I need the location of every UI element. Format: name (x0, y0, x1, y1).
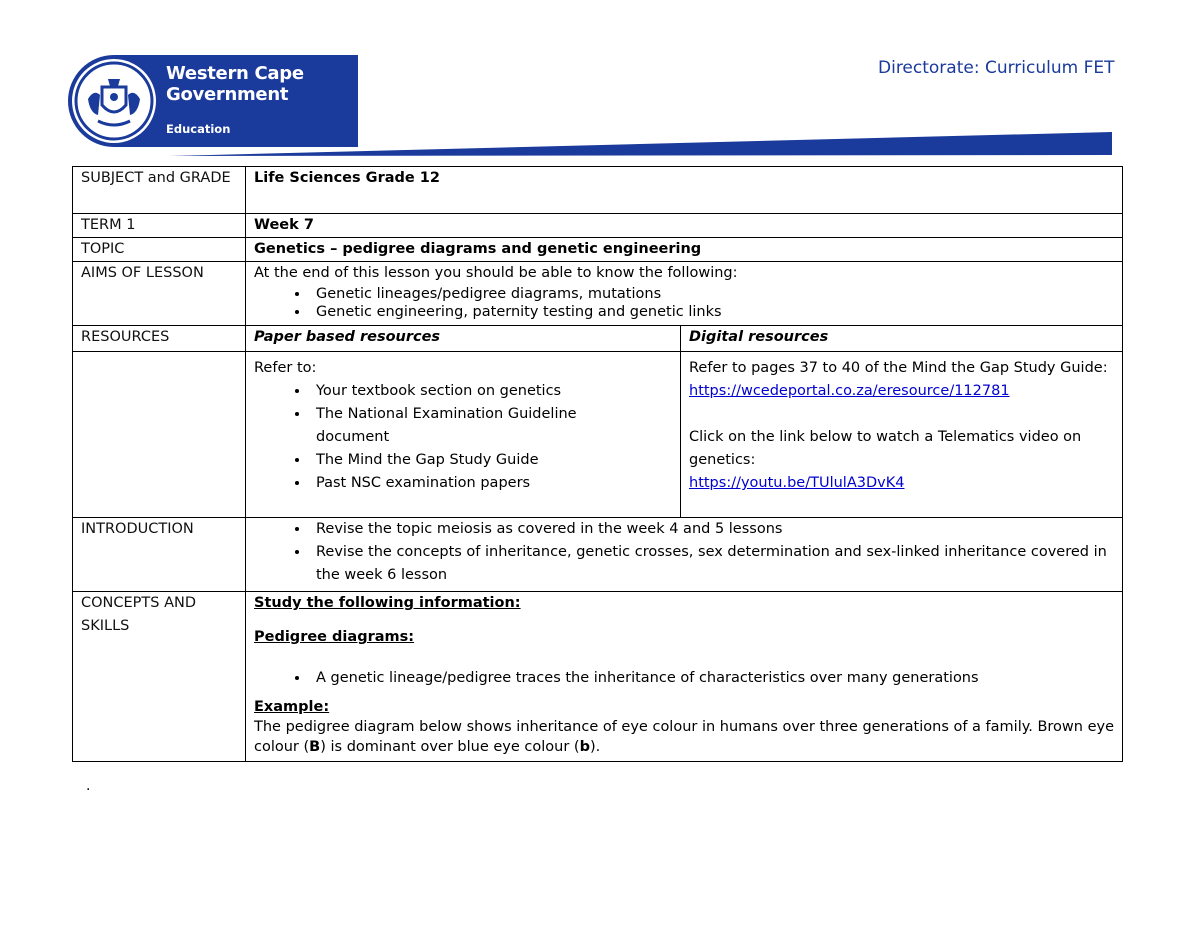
paper-resources-heading: Paper based resources (246, 326, 681, 352)
allele-recessive: b (579, 739, 590, 755)
list-item: • Revise the concepts of inheritance, genetic crosses, sex determination and sex-linked inheritance covered in the week 6 lesson (310, 541, 1114, 587)
lesson-table (72, 166, 1123, 762)
subject-value: Life Sciences Grade 12 (246, 167, 1123, 214)
coat-of-arms-icon (72, 59, 156, 143)
concepts-cell (246, 592, 1123, 762)
paper-resources-cell (246, 352, 681, 518)
topic-value: Genetics – pedigree diagrams and genetic engineering (246, 238, 1123, 262)
introduction-label: INTRODUCTION (73, 518, 246, 592)
row-subject (73, 167, 1123, 214)
aims-cell (246, 262, 1123, 326)
paper-intro: Refer to: (254, 360, 317, 376)
page-header (0, 0, 1200, 160)
digital-resources-heading: Digital resources (681, 326, 1123, 352)
topic-label: TOPIC (73, 238, 246, 262)
stray-mark: . (86, 778, 91, 794)
resources-empty-cell (73, 352, 246, 518)
directorate-label: Directorate: Curriculum FET (878, 58, 1115, 78)
logo-text-education: Education (166, 122, 231, 136)
row-introduction (73, 518, 1123, 592)
concepts-label: CONCEPTS AND SKILLS (73, 592, 246, 762)
example-text (254, 717, 1114, 757)
aims-list (254, 285, 1114, 321)
row-concepts (73, 592, 1123, 762)
list-item: • Revise the topic meiosis as covered in the week 4 and 5 lessons (310, 518, 1114, 541)
row-topic (73, 238, 1123, 262)
introduction-cell (246, 518, 1123, 592)
digital-resources-cell (681, 352, 1123, 518)
pedigree-heading: Pedigree diagrams: (254, 629, 415, 645)
list-item: • The Mind the Gap Study Guide (310, 449, 632, 472)
logo-text-western-cape: Western Cape (166, 63, 304, 84)
term-label: TERM 1 (73, 214, 246, 238)
list-item: • Genetic lineages/pedigree diagrams, mutations (310, 285, 1114, 303)
wcg-logo (68, 55, 358, 147)
list-item: • The National Examination Guideline document (310, 403, 632, 449)
introduction-list (254, 518, 1114, 587)
youtube-link[interactable]: https://youtu.be/TUlulA3DvK4 (689, 475, 905, 491)
wcedeportal-link[interactable]: https://wcedeportal.co.za/eresource/112781 (689, 383, 1010, 399)
row-resources (73, 352, 1123, 518)
pedigree-list (254, 667, 1114, 690)
study-heading: Study the following information: (254, 595, 521, 611)
row-term (73, 214, 1123, 238)
allele-dominant: B (309, 739, 321, 755)
term-value: Week 7 (246, 214, 1123, 238)
row-resources-heading (73, 326, 1123, 352)
logo-text-government: Government (166, 84, 289, 105)
example-text-part3: ). (589, 739, 601, 755)
list-item: • A genetic lineage/pedigree traces the inheritance of characteristics over many generations (310, 667, 1114, 690)
resources-label: RESOURCES (73, 326, 246, 352)
example-heading: Example: (254, 699, 330, 715)
example-text-part2: ) is dominant over blue eye colour ( (320, 739, 580, 755)
aims-intro: At the end of this lesson you should be able to know the following: (254, 265, 738, 281)
list-item: • Past NSC examination papers (310, 472, 632, 495)
subject-label: SUBJECT and GRADE (73, 167, 246, 214)
digital-text-2: Click on the link below to watch a Telematics video on genetics: (689, 429, 1082, 468)
digital-text-1: Refer to pages 37 to 40 of the Mind the Gap Study Guide: (689, 360, 1108, 376)
aims-label: AIMS OF LESSON (73, 262, 246, 326)
list-item: • Your textbook section on genetics (310, 380, 632, 403)
example-text-part1: The pedigree diagram below shows inheritance of eye colour in humans over three generations of a family. Brown eye colour ( (254, 719, 1115, 755)
list-item: • Genetic engineering, paternity testing and genetic links (310, 303, 1114, 321)
paper-resources-list (254, 380, 672, 495)
row-aims (73, 262, 1123, 326)
